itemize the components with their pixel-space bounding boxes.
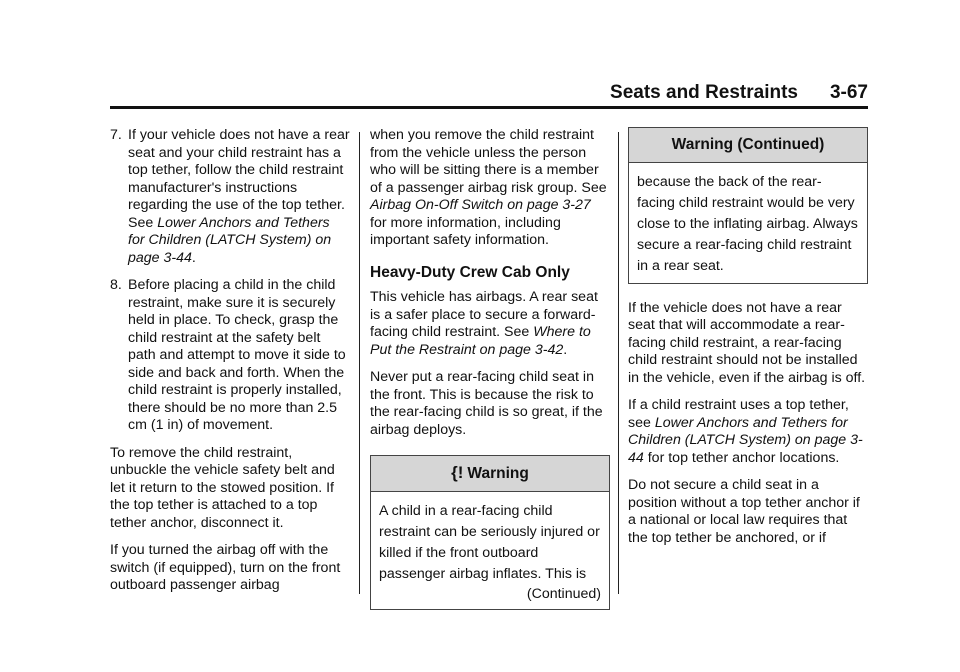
paragraph [628, 397, 868, 467]
warning-text: A child in a rear-facing child restraint can be seriously injured or killed if the front outboard passenger airbag inflates. This is [379, 502, 600, 582]
paragraph: To remove the child restraint, unbuckle the vehicle safety belt and let it return to the stowed position. If the top tether is attached to a top tether anchor, disconnect it. [110, 444, 335, 531]
list-text: Before placing a child in the child restraint, make sure it is securely held in place. To check, grasp the child restraint at the safety belt path and attempt to move it side to side and back and forth. When the child restraint is properly installed, there should be no more than 2.5 cm (1 in) of movement. [128, 277, 346, 433]
warning-title: Warning [467, 465, 529, 482]
column-divider-1 [359, 132, 360, 594]
paragraph-text: . [563, 341, 568, 358]
page-number: 3-67 [829, 82, 868, 103]
warning-icon: {! [451, 463, 464, 482]
warning-box [370, 455, 610, 610]
column-2 [370, 127, 610, 610]
paragraph [370, 289, 610, 359]
warning-body: because the back of the rear-facing child restraint would be very close to the inflating airbag. Always secure a rear-facing child restraint in a rear seat. [637, 173, 858, 274]
section-heading: Heavy-Duty Crew Cab Only [370, 263, 570, 281]
cross-reference: Lower Anchors and Tethers for Children (LATCH System) on page 3-44 [128, 214, 332, 266]
section-title: Seats and Restraints [610, 82, 798, 103]
paragraph: Do not secure a child seat in a position without a top tether anchor if a national or local law requires that the top tether be anchored, or if [628, 477, 860, 546]
paragraph: Never put a rear-facing child seat in the front. This is because the risk to the rear-facing child is so great, if the airbag deploys. [370, 369, 603, 438]
list-text [128, 127, 350, 267]
list-text-body: If your vehicle does not have a rear seat and your child restraint has a top tether, follow the child restraint manufacturer's instructions regarding the use of the top tether. See [128, 127, 350, 231]
warning-header [371, 456, 609, 492]
paragraph-text: This vehicle has airbags. A rear seat is a safer place to secure a forward-facing child restraint. See [370, 289, 598, 340]
paragraph-text: when you remove the child restraint from the vehicle unless the person who will be sitting there is a member of a passenger airbag risk group. See [370, 127, 607, 196]
warning-header: Warning (Continued) [629, 128, 867, 163]
paragraph: If the vehicle does not have a rear seat that will accommodate a rear-facing child restraint, a rear-facing child restraint should not be installed in the vehicle, even if the airbag is off. [628, 299, 866, 386]
paragraph-text: for more information, including important safety information. [370, 214, 561, 248]
column-3 [628, 127, 868, 557]
cross-reference: Where to Put the Restraint on page 3-42 [370, 324, 591, 358]
list-item-7 [110, 127, 350, 267]
paragraph: If you turned the airbag off with the switch (if equipped), turn on the front outboard passenger airbag [110, 542, 341, 593]
paragraph-text: If a child restraint uses a top tether, see [628, 397, 849, 431]
paragraph-text: for top tether anchor locations. [647, 449, 840, 466]
page-header [110, 80, 868, 109]
warning-box-continued [628, 127, 868, 284]
column-divider-2 [618, 132, 619, 594]
cross-reference: Airbag On-Off Switch on page 3-27 [370, 197, 591, 213]
cross-reference: Lower Anchors and Tethers for Children (LATCH System) on page 3-44 [628, 414, 863, 466]
list-item-8 [110, 277, 350, 435]
warning-body [371, 492, 609, 609]
paragraph [370, 127, 610, 250]
column-1 [110, 127, 350, 605]
list-number: 7. [110, 127, 122, 143]
list-text-end: . [191, 249, 196, 266]
warning-continued: (Continued) [526, 585, 601, 602]
list-number: 8. [110, 277, 122, 293]
